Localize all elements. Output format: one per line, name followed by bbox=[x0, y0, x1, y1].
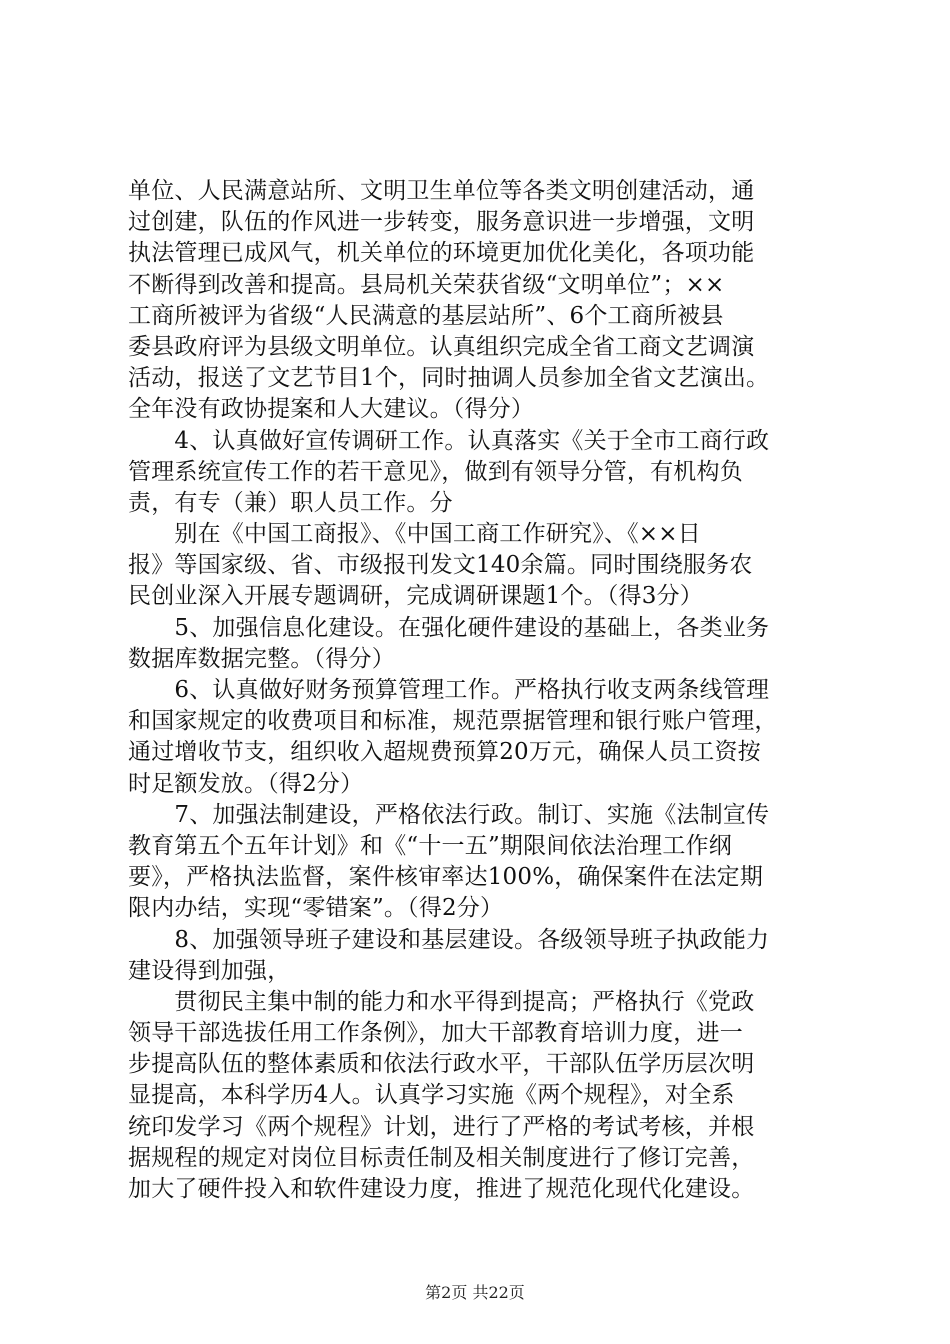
text-line: 时足额发放。（得2分） bbox=[128, 770, 364, 797]
text-line: 限内办结，实现“零错案”。（得2分） bbox=[128, 895, 504, 922]
text-line: 别在《中国工商报》、《中国工商工作研究》、《××日 bbox=[128, 521, 701, 548]
text-line: 要》，严格执法监督，案件核审率达100%，确保案件在法定期 bbox=[128, 864, 764, 891]
text-line: 4、认真做好宣传调研工作。认真落实《关于全市工商行政 bbox=[128, 427, 770, 454]
text-line: 7、加强法制建设，严格依法行政。制订、实施《法制宣传 bbox=[128, 801, 770, 828]
text-line: 领导干部选拔任用工作条例》，加大干部教育培训力度，进一 bbox=[128, 1020, 743, 1047]
text-line: 执法管理已成风气，机关单位的环境更加优化美化，各项功能 bbox=[128, 240, 755, 267]
text-line: 教育第五个五年计划》和《“十一五”期限间依法治理工作纲 bbox=[128, 832, 732, 859]
text-line: 6、认真做好财务预算管理工作。严格执行收支两条线管理 bbox=[128, 677, 770, 703]
text-line: 管理系统宣传工作的若干意见》，做到有领导分管，有机构负 bbox=[128, 458, 743, 485]
text-line: 责，有专（兼）职人员工作。分 bbox=[128, 489, 453, 516]
text-line: 通过增收节支，组织收入超规费预算20万元，确保人员工资按 bbox=[128, 739, 761, 766]
text-line: 建设得到加强， bbox=[128, 957, 291, 984]
text-line: 不断得到改善和提高。县局机关荣获省级“文明单位”；×× bbox=[128, 271, 725, 298]
text-line: 活动，报送了文艺节目1个，同时抽调人员参加全省文艺演出。 bbox=[128, 365, 770, 392]
text-line: 贯彻民主集中制的能力和水平得到提高；严格执行《党政 bbox=[128, 988, 755, 1015]
text-line: 步提高队伍的整体素质和依法行政水平，干部队伍学历层次明 bbox=[128, 1051, 755, 1078]
text-line: 5、加强信息化建设。在强化硬件建设的基础上，各类业务 bbox=[128, 614, 770, 641]
text-line: 报》等国家级、省、市级报刊发文140余篇。同时围绕服务农 bbox=[128, 552, 753, 579]
text-line: 单位、人民满意站所、文明卫生单位等各类文明创建活动，通 bbox=[128, 178, 755, 204]
text-line: 数据库数据完整。（得分） bbox=[128, 645, 395, 672]
text-line: 工商所被评为省级“人民满意的基层站所”、6个工商所被县 bbox=[128, 302, 724, 329]
text-line: 全年没有政协提案和人大建议。（得分） bbox=[128, 396, 535, 423]
text-line: 据规程的规定对岗位目标责任制及相关制度进行了修订完善， bbox=[128, 1144, 755, 1171]
document-body bbox=[128, 176, 834, 1205]
text-line: 过创建，队伍的作风进一步转变，服务意识进一步增强，文明 bbox=[128, 209, 755, 236]
text-line: 加大了硬件投入和软件建设力度，推进了规范化现代化建设。 bbox=[128, 1176, 755, 1202]
page-footer: 第2页 共22页 bbox=[425, 1283, 525, 1302]
text-line: 统印发学习《两个规程》计划，进行了严格的考试考核，并根 bbox=[128, 1113, 755, 1140]
text-line: 民创业深入开展专题调研，完成调研课题1个。（得3分） bbox=[128, 583, 703, 610]
text-line: 显提高，本科学历4人。认真学习实施《两个规程》，对全系 bbox=[128, 1082, 735, 1109]
text-line: 8、加强领导班子建设和基层建设。各级领导班子执政能力 bbox=[128, 926, 770, 953]
text-line: 和国家规定的收费项目和标准，规范票据管理和银行账户管理， bbox=[128, 708, 778, 735]
text-line: 委县政府评为县级文明单位。认真组织完成全省工商文艺调演 bbox=[128, 333, 755, 360]
